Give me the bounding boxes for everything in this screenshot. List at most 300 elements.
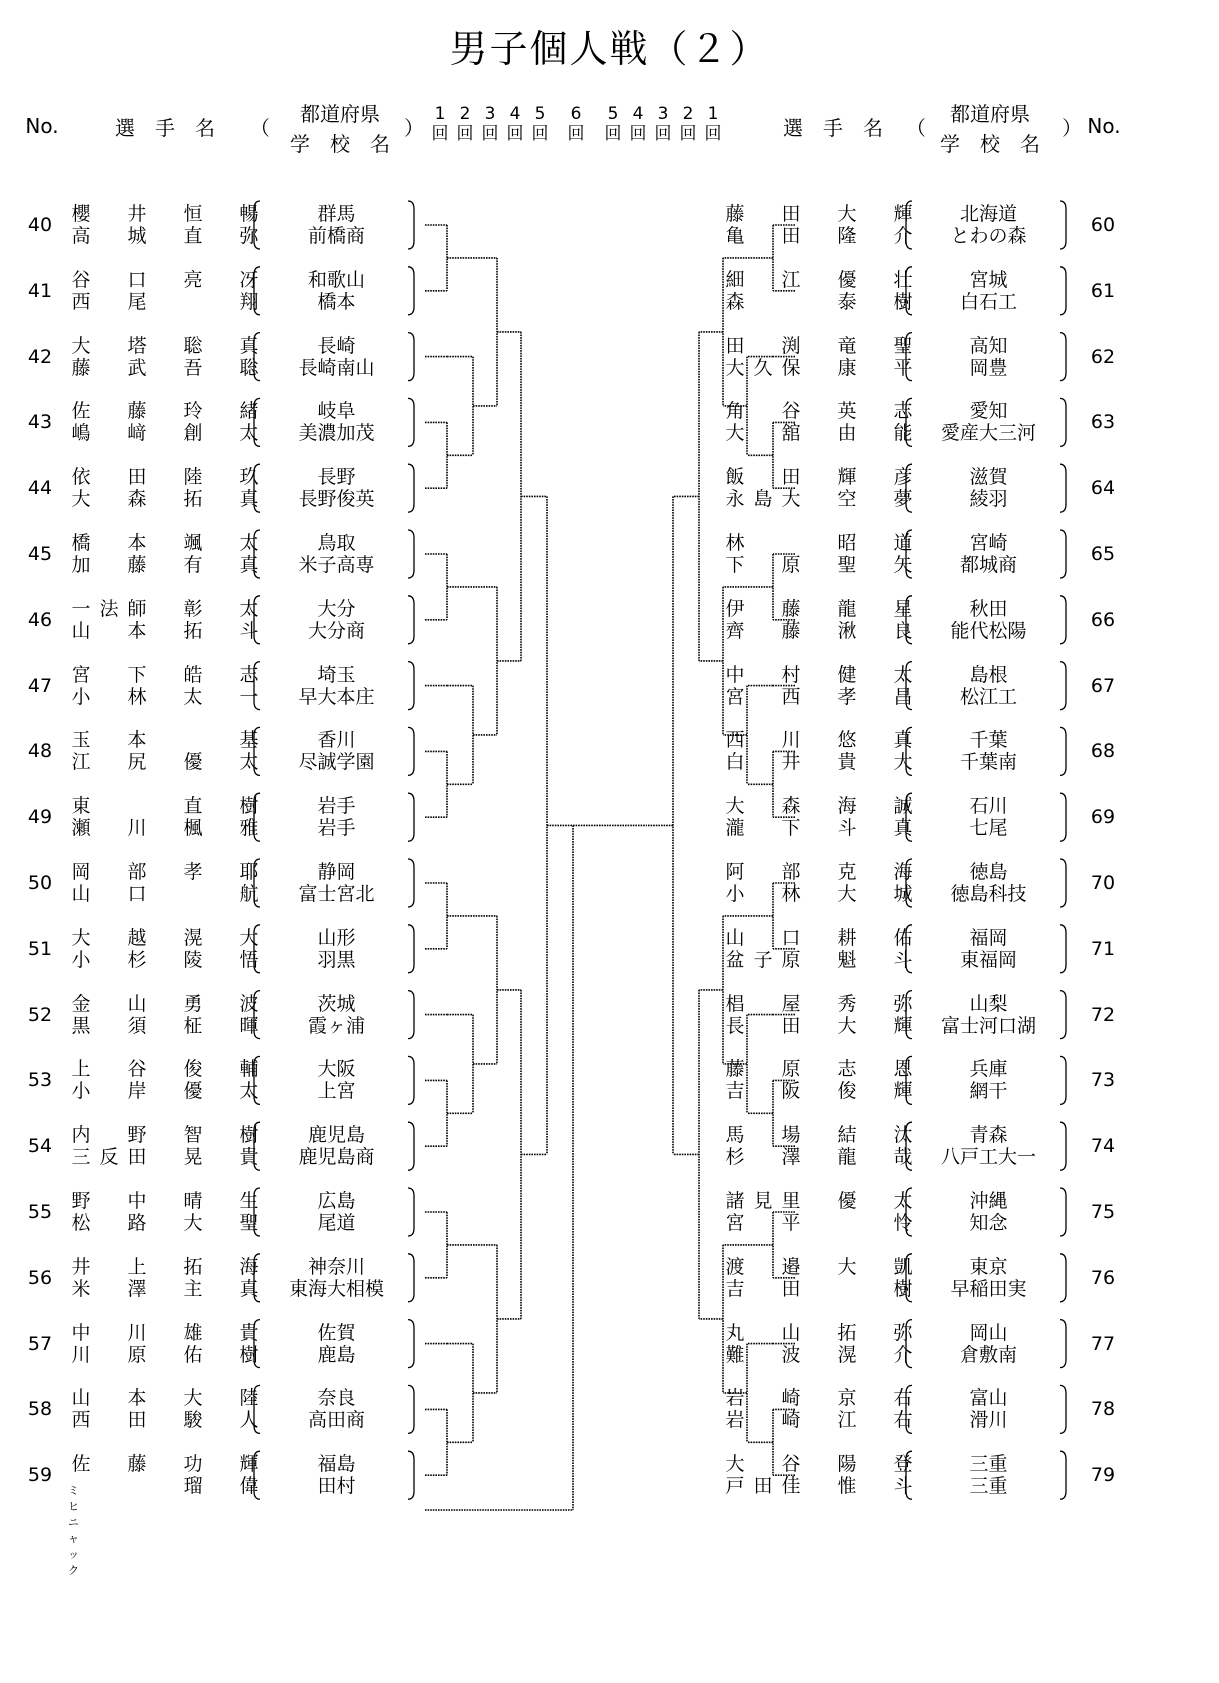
- name-char: 太: [239, 422, 259, 445]
- player-name: [722, 1123, 922, 1147]
- entry-number: 57: [27, 1332, 53, 1355]
- name-char: 俊: [837, 1080, 857, 1103]
- player-name: [68, 1277, 268, 1301]
- name-char: 飯: [725, 466, 745, 489]
- name-char: 反: [99, 1146, 119, 1169]
- name-char: 法: [99, 597, 119, 620]
- name-char: 真: [893, 729, 913, 752]
- name-char: 拓: [837, 1321, 857, 1344]
- name-char: 拓: [183, 1255, 203, 1278]
- name-char: 玲: [183, 400, 203, 423]
- name-char: 滉: [837, 1343, 857, 1366]
- entry-number: 54: [27, 1135, 53, 1158]
- prefecture: 福岡: [969, 926, 1008, 949]
- name-char: 秀: [837, 992, 857, 1015]
- entry-number: 42: [27, 345, 53, 368]
- name-char: 直: [183, 795, 203, 818]
- name-char: 中: [127, 1190, 147, 1212]
- name-char: 拓: [183, 619, 203, 642]
- name-char: 平: [781, 1212, 801, 1234]
- name-char: 阪: [781, 1080, 801, 1103]
- name-char: 口: [781, 926, 801, 949]
- name-char: 介: [893, 1343, 913, 1366]
- player-name: [722, 926, 922, 950]
- round-right-5: 5: [607, 104, 619, 124]
- name-char: 波: [781, 1343, 801, 1366]
- player-name: [68, 553, 268, 577]
- name-char: 優: [837, 1190, 857, 1212]
- name-char: 川: [127, 1321, 147, 1344]
- name-char: 小: [71, 1080, 91, 1103]
- round-unit: 回: [629, 124, 647, 144]
- player-name: [722, 1343, 922, 1367]
- name-char: 瑠: [183, 1475, 203, 1498]
- name-char: 須: [127, 1014, 147, 1037]
- name-char: 星: [893, 597, 913, 620]
- name-char: 岩: [725, 1409, 745, 1432]
- name-char: 川: [127, 817, 147, 840]
- name-char: 大: [837, 1255, 857, 1278]
- name-char: 杉: [127, 948, 147, 971]
- name-char: 井: [781, 751, 801, 774]
- name-char: 雅: [239, 817, 259, 840]
- entry-number: 61: [1090, 279, 1116, 302]
- player-name: [68, 948, 268, 972]
- name-char: 加: [71, 554, 91, 576]
- name-char: 久: [753, 356, 773, 379]
- name-char: 瀧: [725, 817, 745, 840]
- name-char: 大: [71, 334, 91, 357]
- name-char: 俊: [183, 1058, 203, 1081]
- name-char: 聡: [183, 334, 203, 357]
- name-char: 部: [781, 861, 801, 883]
- school-name: 綾羽: [969, 488, 1008, 511]
- school-name: 橋本: [317, 290, 356, 313]
- name-char: 晴: [183, 1190, 203, 1212]
- name-char: 岸: [127, 1080, 147, 1103]
- entry-number: 62: [1090, 345, 1116, 368]
- name-char: 山: [71, 1387, 91, 1410]
- name-char: 貴: [239, 1321, 259, 1344]
- name-char: 難: [725, 1343, 745, 1366]
- name-char: 原: [781, 948, 801, 971]
- name-char: 玉: [71, 729, 91, 752]
- player-name: [68, 1057, 268, 1081]
- prefecture: 富山: [969, 1387, 1008, 1410]
- name-char: 良: [893, 619, 913, 642]
- school-name: 富士宮北: [298, 883, 375, 905]
- prefecture: 兵庫: [969, 1058, 1008, 1081]
- prefecture: 和歌山: [307, 268, 365, 291]
- name-char: 上: [127, 1255, 147, 1278]
- player-name: [722, 1145, 922, 1169]
- name-char: 孝: [837, 685, 857, 708]
- school-name: 富士河口湖: [940, 1014, 1036, 1037]
- entry-number: 69: [1090, 806, 1116, 829]
- prefecture: 沖縄: [969, 1190, 1008, 1212]
- entry-number: 46: [27, 608, 53, 631]
- player-name: [722, 465, 922, 489]
- name-char: 三: [71, 1146, 91, 1169]
- player-name: [68, 202, 268, 226]
- name-char: 野: [71, 1190, 91, 1212]
- entry-number: 74: [1090, 1135, 1116, 1158]
- name-char: 勇: [183, 992, 203, 1015]
- entry-number: 60: [1090, 214, 1116, 236]
- name-char: 細: [725, 268, 745, 291]
- prefecture: 大分: [317, 597, 356, 620]
- name-char: 壮: [893, 268, 913, 291]
- name-char: 海: [837, 795, 857, 818]
- name-char: 藤: [725, 203, 745, 225]
- name-char: 下: [725, 554, 745, 576]
- entry-number: 41: [27, 279, 53, 302]
- player-name: [68, 992, 268, 1016]
- name-char: 本: [127, 1387, 147, 1410]
- entry-number: 63: [1090, 411, 1116, 434]
- school-name: 鹿島: [317, 1343, 356, 1366]
- paren-close-right: ）: [1062, 116, 1082, 140]
- prefecture: 秋田: [969, 597, 1008, 620]
- name-char: 夢: [893, 488, 913, 511]
- name-char: 能: [893, 422, 913, 445]
- player-name: [68, 1408, 268, 1432]
- name-char: 由: [837, 422, 857, 445]
- name-char: 谷: [71, 268, 91, 291]
- name-char: 瀬: [71, 817, 91, 840]
- player-name: [68, 1145, 268, 1169]
- player-name: [68, 356, 268, 380]
- name-char: 谷: [781, 1453, 801, 1476]
- name-char: 湫: [837, 619, 857, 642]
- player-name: [722, 728, 922, 752]
- name-char: 昭: [837, 532, 857, 554]
- entry-number: 79: [1090, 1464, 1116, 1487]
- player-name: [722, 1079, 922, 1103]
- name-char: 吉: [725, 1080, 745, 1103]
- player-name: [722, 224, 922, 248]
- name-char: 有: [183, 554, 203, 576]
- name-char: 田: [781, 466, 801, 489]
- name-char: 空: [837, 488, 857, 511]
- name-char: 佐: [71, 400, 91, 423]
- player-name: [722, 268, 922, 292]
- school-name: 三重: [969, 1475, 1008, 1498]
- player-name: [722, 334, 922, 358]
- name-char: 屋: [781, 992, 801, 1015]
- name-char: 本: [127, 619, 147, 642]
- prefecture: 鳥取: [317, 532, 356, 554]
- name-char: 上: [71, 1058, 91, 1081]
- school-name: 上宮: [317, 1080, 356, 1103]
- name-char: 岡: [71, 861, 91, 883]
- player-name: [722, 597, 922, 621]
- entry-number: 77: [1090, 1332, 1116, 1355]
- player-name: [68, 1386, 268, 1410]
- name-char: 聖: [239, 1212, 259, 1234]
- name-char: 晃: [183, 1146, 203, 1169]
- name-char: 林: [781, 883, 801, 905]
- name-char: 中: [71, 1321, 91, 1344]
- name-char: 悠: [837, 729, 857, 752]
- round-right-1: 1: [707, 104, 719, 124]
- name-char: 樹: [239, 1124, 259, 1147]
- name-char: 創: [183, 422, 203, 445]
- name-char: 主: [183, 1277, 203, 1300]
- name-char: 貴: [837, 751, 857, 774]
- name-char: 右: [893, 1409, 913, 1432]
- player-name: [68, 487, 268, 511]
- name-char: 登: [893, 1453, 913, 1476]
- name-char: 基: [239, 729, 259, 752]
- name-char: 楓: [183, 817, 203, 840]
- prefecture: 茨城: [317, 992, 356, 1015]
- prefecture: 高知: [969, 334, 1008, 357]
- school-label-left: 学 校 名: [290, 132, 390, 156]
- entry-number: 52: [27, 1003, 53, 1026]
- round-unit: 回: [531, 124, 549, 144]
- round-unit: 回: [654, 124, 672, 144]
- name-char: 泰: [837, 290, 857, 313]
- school-name: とわの森: [950, 225, 1027, 247]
- player-name: [722, 1321, 922, 1345]
- entry-number: 66: [1090, 608, 1116, 631]
- player-name: [722, 992, 922, 1016]
- school-label-right: 学 校 名: [940, 132, 1040, 156]
- name-char: 生: [239, 1190, 259, 1212]
- player-name: [68, 597, 268, 621]
- prefecture: 奈良: [317, 1387, 356, 1410]
- round-unit: 回: [506, 124, 524, 144]
- name-char: 彦: [893, 466, 913, 489]
- name-char: 藤: [781, 597, 801, 620]
- entry-number: 65: [1090, 543, 1116, 565]
- name-char: 田: [781, 1014, 801, 1037]
- prefecture: 長崎: [317, 334, 356, 357]
- name-char: 高: [71, 225, 91, 247]
- player-name: [68, 816, 268, 840]
- name-char: 亀: [725, 225, 745, 247]
- round-unit: 回: [567, 124, 585, 144]
- school-name: 岩手: [317, 817, 356, 840]
- name-char: 村: [781, 663, 801, 686]
- name-char: 太: [893, 1190, 913, 1212]
- name-char: 藤: [71, 356, 91, 379]
- player-name: [722, 948, 922, 972]
- name-char: 盆: [725, 948, 745, 971]
- name-char: 内: [71, 1124, 91, 1147]
- name-char: 宮: [71, 663, 91, 686]
- name-char: 優: [183, 1080, 203, 1103]
- name-char: 部: [127, 861, 147, 883]
- prefecture: 岩手: [317, 795, 356, 818]
- name-char: 西: [71, 1409, 91, 1432]
- player-name: [68, 1343, 268, 1367]
- name-char: 彰: [183, 597, 203, 620]
- player-name: [722, 553, 922, 577]
- name-char: 野: [127, 1124, 147, 1147]
- name-char: 宮: [725, 685, 745, 708]
- name-char: 平: [893, 356, 913, 379]
- round-unit: 回: [679, 124, 697, 144]
- player-name: [68, 750, 268, 774]
- name-char: 田: [127, 466, 147, 489]
- player-name: [68, 1123, 268, 1147]
- pref-label-left: 都道府県: [300, 102, 380, 126]
- player-name: [722, 1386, 922, 1410]
- player-name: [722, 531, 922, 555]
- name-char: 大: [239, 926, 259, 949]
- name-char: 偉: [239, 1475, 259, 1498]
- school-name: 網干: [969, 1080, 1008, 1103]
- name-label-left: 選 手 名: [115, 116, 215, 140]
- name-char: 大: [837, 203, 857, 225]
- name-char: 尾: [127, 290, 147, 313]
- name-char: 一: [71, 597, 91, 620]
- name-char: 聖: [837, 554, 857, 576]
- player-name: [722, 882, 922, 906]
- name-char: 大: [183, 1212, 203, 1234]
- name-char: 真: [893, 817, 913, 840]
- school-name: 米子高専: [298, 554, 375, 576]
- name-char: 田: [127, 1409, 147, 1432]
- no-label-left: No.: [25, 114, 59, 138]
- name-char: 恒: [183, 203, 203, 225]
- name-char: 宮: [725, 1212, 745, 1234]
- name-char: 江: [71, 751, 91, 774]
- name-char: 井: [127, 203, 147, 225]
- player-name: [68, 1189, 268, 1213]
- name-char: 誠: [893, 795, 913, 818]
- name-char: 江: [837, 1409, 857, 1432]
- name-char: 太: [239, 532, 259, 554]
- school-name: 霞ヶ浦: [307, 1014, 365, 1037]
- name-char: 山: [781, 1321, 801, 1344]
- name-char: 孝: [183, 861, 203, 883]
- name-char: 森: [725, 290, 745, 313]
- entry-number: 51: [27, 937, 53, 960]
- name-char: 松: [71, 1212, 91, 1234]
- name-char: 真: [239, 334, 259, 357]
- player-name: [68, 399, 268, 423]
- round-unit: 回: [604, 124, 622, 144]
- name-char: 太: [239, 751, 259, 774]
- entry-number: 58: [27, 1398, 53, 1421]
- player-name: [68, 1079, 268, 1103]
- name-char: 阿: [725, 861, 745, 883]
- player-name: [722, 663, 922, 687]
- name-char: 暢: [239, 203, 259, 225]
- school-name: 尾道: [317, 1212, 356, 1234]
- name-char: 聖: [893, 334, 913, 357]
- name-char: 太: [239, 597, 259, 620]
- name-char: 小: [71, 948, 91, 971]
- name-char: 馬: [725, 1124, 745, 1147]
- name-char: 昌: [893, 685, 913, 708]
- player-name: [722, 860, 922, 884]
- name-char: 舘: [781, 422, 801, 445]
- player-name: [722, 750, 922, 774]
- player-name: [68, 882, 268, 906]
- player-name: [68, 421, 268, 445]
- name-char: 樹: [239, 1343, 259, 1366]
- name-char: 柾: [183, 1014, 203, 1037]
- name-char: 森: [127, 488, 147, 511]
- name-char: 太: [893, 663, 913, 686]
- name-char: 結: [837, 1124, 857, 1147]
- name-char: 藤: [127, 1453, 147, 1476]
- school-name: 前橋商: [307, 225, 365, 247]
- name-char: 英: [837, 400, 857, 423]
- player-name: [722, 356, 922, 380]
- name-char: 汰: [893, 1124, 913, 1147]
- name-char: 聡: [239, 356, 259, 379]
- name-char: 林: [725, 532, 745, 554]
- name-char: 長: [725, 1014, 745, 1037]
- name-char: 尻: [127, 751, 147, 774]
- name-char: 藤: [725, 1058, 745, 1081]
- player-name: [722, 1452, 922, 1476]
- name-char: 滉: [183, 926, 203, 949]
- paren-open-left: （: [250, 116, 270, 140]
- round-right-2: 2: [682, 104, 694, 124]
- name-char: 耶: [239, 861, 259, 883]
- name-char: 江: [781, 268, 801, 291]
- round-left-2: 2: [459, 104, 471, 124]
- name-char: 下: [127, 663, 147, 686]
- name-char: 真: [239, 554, 259, 576]
- entry-number: 64: [1090, 477, 1116, 500]
- name-char: 子: [753, 948, 773, 971]
- name-char: 山: [127, 992, 147, 1015]
- round-unit: 回: [481, 124, 499, 144]
- name-char: 丸: [725, 1321, 745, 1344]
- name-char: 健: [837, 663, 857, 686]
- name-char: 谷: [127, 1058, 147, 1081]
- entry-number: 56: [27, 1266, 53, 1289]
- name-char: 角: [725, 400, 745, 423]
- player-name: [68, 663, 268, 687]
- prefecture: 岡山: [969, 1321, 1008, 1344]
- name-char: 師: [127, 597, 147, 620]
- prefecture: 鹿児島: [307, 1124, 365, 1147]
- school-name: 田村: [317, 1475, 356, 1498]
- name-char: 小: [725, 883, 745, 905]
- player-name: [68, 465, 268, 489]
- entry-number: 49: [27, 806, 53, 829]
- name-char: 右: [893, 1387, 913, 1410]
- name-char: 人: [239, 1409, 259, 1432]
- name-char: 功: [183, 1453, 203, 1476]
- name-char: 颯: [183, 532, 203, 554]
- player-name: [722, 421, 922, 445]
- round-left-1: 1: [434, 104, 446, 124]
- player-name: [722, 619, 922, 643]
- school-name: 早大本庄: [298, 685, 375, 708]
- prefecture: 青森: [969, 1124, 1008, 1147]
- name-char: 澤: [781, 1146, 801, 1169]
- name-char: 本: [127, 729, 147, 752]
- school-name: 大分商: [307, 619, 365, 642]
- name-char: 緒: [239, 400, 259, 423]
- prefecture: 滋賀: [969, 466, 1008, 489]
- entry-number: 55: [27, 1201, 53, 1223]
- entry-number: 50: [27, 872, 53, 894]
- name-char: 越: [127, 926, 147, 949]
- name-char: 藤: [781, 619, 801, 642]
- player-name: [68, 1255, 268, 1279]
- name-char: 杉: [725, 1146, 745, 1169]
